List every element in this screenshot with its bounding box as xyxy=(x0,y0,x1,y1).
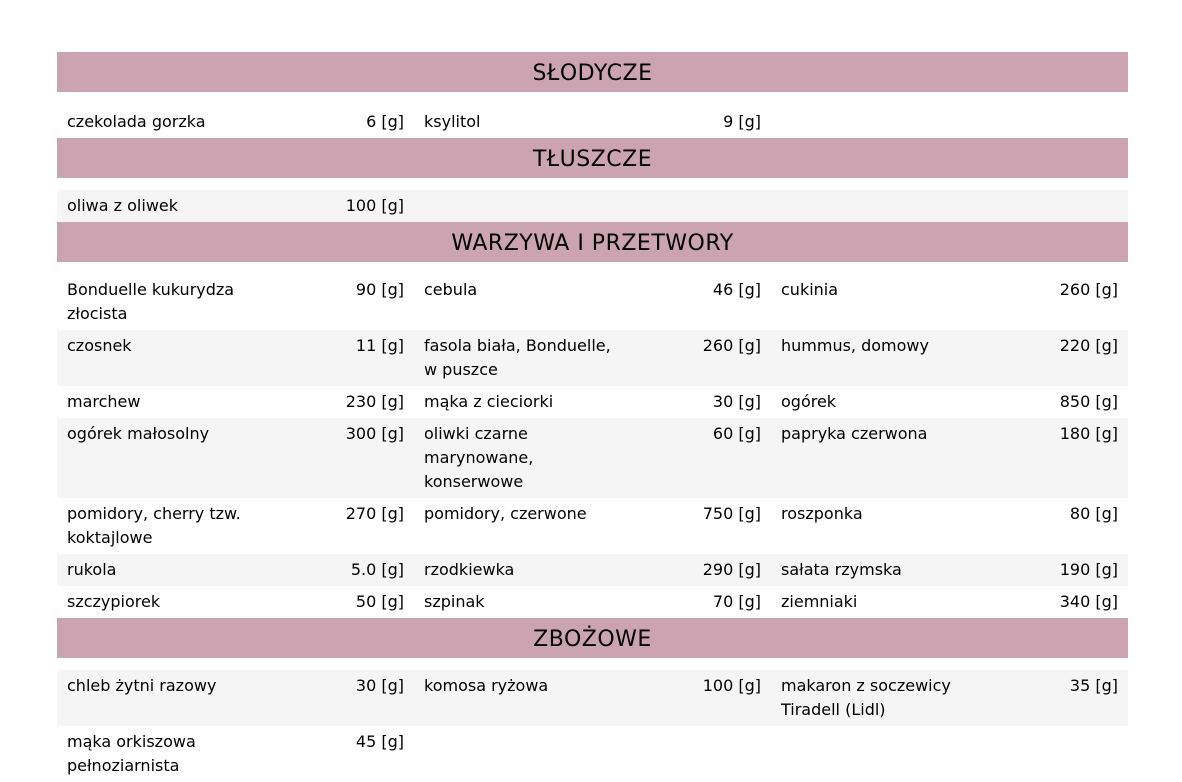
list-item xyxy=(771,278,1128,302)
item-quantity: 90 [g] xyxy=(355,280,404,299)
item-name: Bonduelle kukurydza złocista xyxy=(67,280,235,323)
item-name: rzodkiewka xyxy=(424,560,515,579)
list-row xyxy=(57,106,1128,138)
section-title: ZBOŻOWE xyxy=(57,618,1128,658)
item-name: szczypiorek xyxy=(67,592,161,611)
list-row xyxy=(57,554,1128,586)
section xyxy=(57,52,1128,138)
list-row xyxy=(57,330,1128,386)
item-quantity: 850 [g] xyxy=(1059,392,1118,411)
list-row xyxy=(57,726,1128,782)
list-item xyxy=(57,278,414,326)
item-name: sałata rzymska xyxy=(781,560,902,579)
item-quantity: 260 [g] xyxy=(1059,280,1118,299)
item-name: czekolada gorzka xyxy=(67,112,206,131)
list-item xyxy=(57,502,414,550)
item-name: chleb żytni razowy xyxy=(67,676,217,695)
section xyxy=(57,138,1128,222)
list-item xyxy=(57,674,414,698)
item-name: papryka czerwona xyxy=(781,424,928,443)
section xyxy=(57,618,1128,782)
item-name: ziemniaki xyxy=(781,592,858,611)
item-name: komosa ryżowa xyxy=(424,676,549,695)
item-quantity: 100 [g] xyxy=(345,196,404,215)
list-row xyxy=(57,586,1128,618)
list-item xyxy=(414,334,771,382)
item-quantity: 6 [g] xyxy=(366,112,404,131)
list-item xyxy=(414,422,771,494)
item-quantity: 9 [g] xyxy=(723,112,761,131)
item-quantity: 50 [g] xyxy=(355,592,404,611)
list-item xyxy=(57,730,414,778)
shopping-list xyxy=(57,52,1128,782)
item-quantity: 80 [g] xyxy=(1069,504,1118,523)
list-row xyxy=(57,190,1128,222)
list-row xyxy=(57,498,1128,554)
item-quantity: 290 [g] xyxy=(702,560,761,579)
item-name: rukola xyxy=(67,560,117,579)
list-item xyxy=(414,502,771,526)
list-item xyxy=(414,590,771,614)
section-title: TŁUSZCZE xyxy=(57,138,1128,178)
item-quantity: 750 [g] xyxy=(702,504,761,523)
item-name: cukinia xyxy=(781,280,839,299)
item-name: makaron z soczewicy Tiradell (Lidl) xyxy=(781,676,951,719)
item-quantity: 45 [g] xyxy=(355,732,404,751)
item-quantity: 60 [g] xyxy=(712,424,761,443)
list-item xyxy=(414,674,771,698)
item-name: ksylitol xyxy=(424,112,481,131)
item-name: cebula xyxy=(424,280,478,299)
item-name: mąka orkiszowa pełnoziarnista xyxy=(67,732,196,775)
item-quantity: 70 [g] xyxy=(712,592,761,611)
item-name: mąka z cieciorki xyxy=(424,392,554,411)
item-quantity: 46 [g] xyxy=(712,280,761,299)
section-body xyxy=(57,178,1128,222)
item-name: oliwki czarne marynowane, konserwowe xyxy=(424,424,534,491)
list-item xyxy=(57,194,414,218)
item-name: pomidory, czerwone xyxy=(424,504,587,523)
item-name: marchew xyxy=(67,392,141,411)
section-body xyxy=(57,262,1128,618)
item-name: szpinak xyxy=(424,592,485,611)
item-quantity: 30 [g] xyxy=(712,392,761,411)
item-name: ogórek xyxy=(781,392,837,411)
item-name: hummus, domowy xyxy=(781,336,929,355)
item-quantity: 30 [g] xyxy=(355,676,404,695)
section-body xyxy=(57,92,1128,138)
list-row xyxy=(57,418,1128,498)
list-item xyxy=(57,390,414,414)
item-quantity: 230 [g] xyxy=(345,392,404,411)
item-name: czosnek xyxy=(67,336,132,355)
item-name: oliwa z oliwek xyxy=(67,196,179,215)
item-quantity: 270 [g] xyxy=(345,504,404,523)
section-title: WARZYWA I PRZETWORY xyxy=(57,222,1128,262)
list-item xyxy=(414,278,771,302)
list-item xyxy=(57,110,414,134)
list-item xyxy=(414,110,771,134)
item-name: ogórek małosolny xyxy=(67,424,210,443)
list-item xyxy=(57,590,414,614)
list-item xyxy=(771,502,1128,526)
list-item xyxy=(771,590,1128,614)
section-body xyxy=(57,658,1128,782)
list-item xyxy=(57,422,414,446)
list-item xyxy=(771,422,1128,446)
item-name: roszponka xyxy=(781,504,863,523)
list-row xyxy=(57,274,1128,330)
list-row xyxy=(57,386,1128,418)
item-quantity: 190 [g] xyxy=(1059,560,1118,579)
list-item xyxy=(771,334,1128,358)
section-title: SŁODYCZE xyxy=(57,52,1128,92)
list-item xyxy=(771,390,1128,414)
list-item xyxy=(414,558,771,582)
item-quantity: 180 [g] xyxy=(1059,424,1118,443)
list-item xyxy=(771,558,1128,582)
item-quantity: 100 [g] xyxy=(702,676,761,695)
list-item xyxy=(771,674,1128,722)
item-quantity: 340 [g] xyxy=(1059,592,1118,611)
list-item xyxy=(57,334,414,358)
item-name: pomidory, cherry tzw. koktajlowe xyxy=(67,504,241,547)
item-quantity: 11 [g] xyxy=(355,336,404,355)
item-name: fasola biała, Bonduelle, w puszce xyxy=(424,336,611,379)
list-item xyxy=(414,390,771,414)
list-row xyxy=(57,670,1128,726)
item-quantity: 35 [g] xyxy=(1069,676,1118,695)
item-quantity: 5.0 [g] xyxy=(350,560,404,579)
item-quantity: 220 [g] xyxy=(1059,336,1118,355)
item-quantity: 300 [g] xyxy=(345,424,404,443)
item-quantity: 260 [g] xyxy=(702,336,761,355)
section xyxy=(57,222,1128,618)
list-item xyxy=(57,558,414,582)
